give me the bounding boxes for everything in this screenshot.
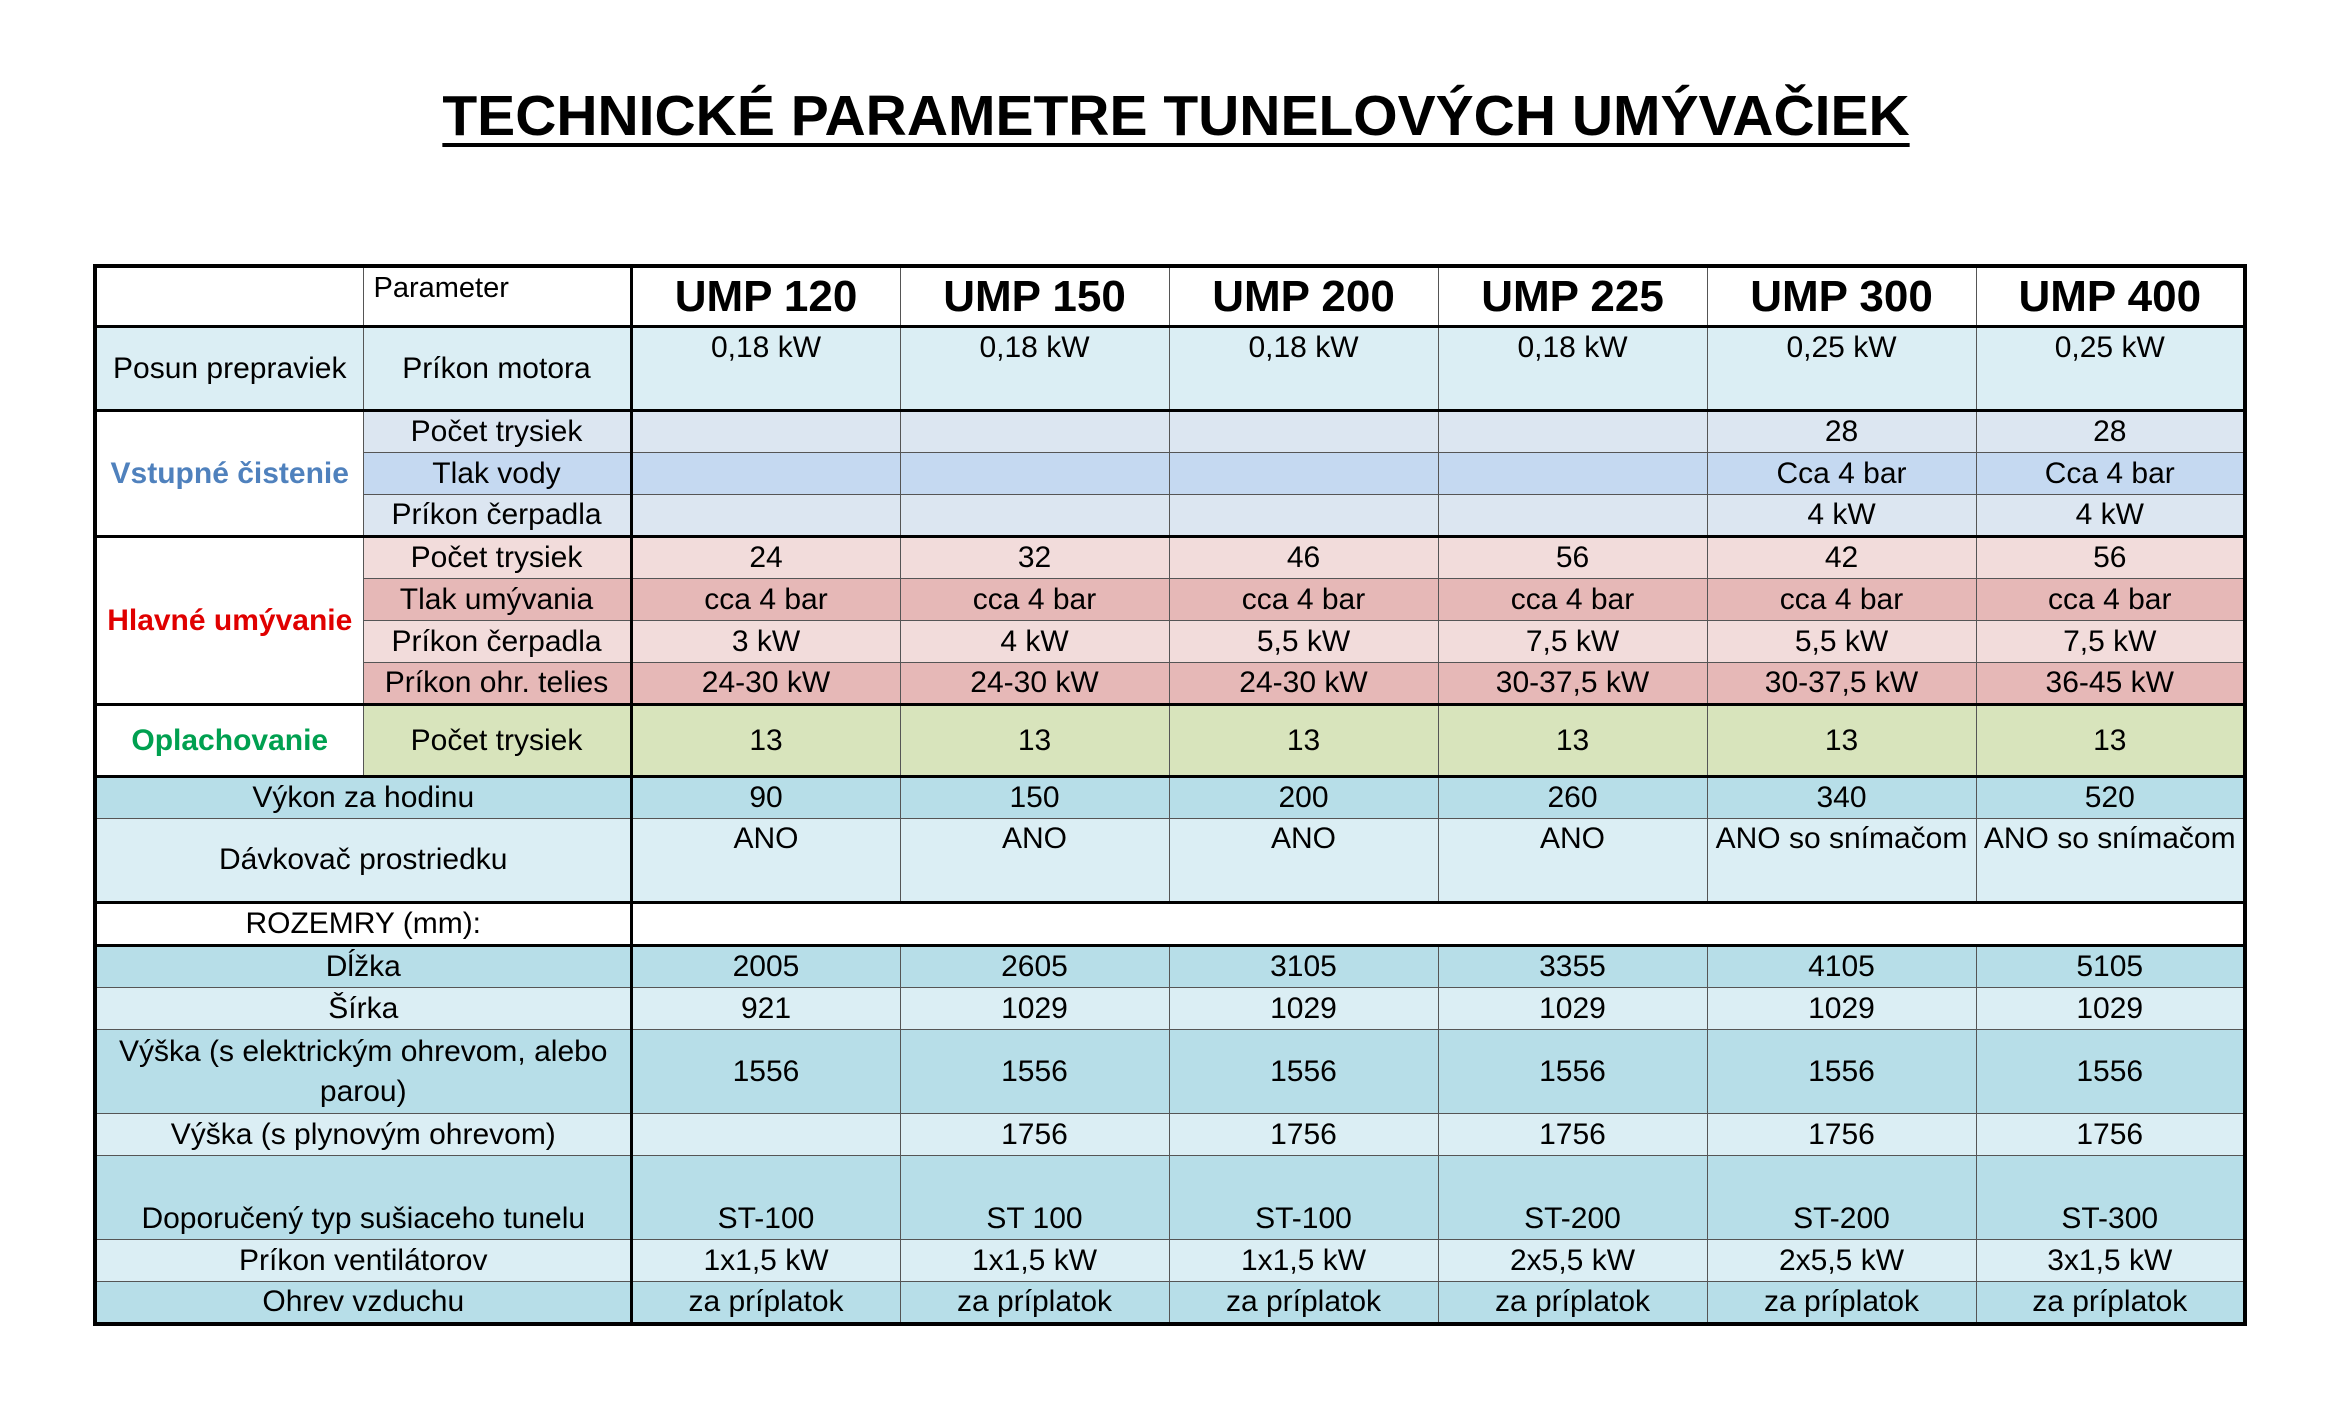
model-header: UMP 150 <box>900 266 1169 327</box>
value-cell: 24-30 kW <box>631 663 900 705</box>
value-cell: 13 <box>1707 705 1976 777</box>
value-cell: Cca 4 bar <box>1976 453 2245 495</box>
table-row <box>95 495 2245 537</box>
row-label: Doporučený typ sušiaceho tunelu <box>95 1156 631 1240</box>
value-cell: cca 4 bar <box>1169 579 1438 621</box>
value-cell: 0,18 kW <box>900 327 1169 411</box>
value-cell: 1x1,5 kW <box>900 1240 1169 1282</box>
value-cell: 200 <box>1169 777 1438 819</box>
section-label: ROZEMRY (mm): <box>95 903 631 946</box>
empty-cell <box>631 903 2245 946</box>
value-cell: cca 4 bar <box>1438 579 1707 621</box>
value-cell <box>900 411 1169 453</box>
value-cell: 46 <box>1169 537 1438 579</box>
value-cell <box>1169 411 1438 453</box>
value-cell: 0,18 kW <box>631 327 900 411</box>
value-cell <box>631 1114 900 1156</box>
row-label: Dĺžka <box>95 946 631 988</box>
value-cell <box>1438 453 1707 495</box>
table-row <box>95 819 2245 903</box>
value-cell: 28 <box>1976 411 2245 453</box>
value-cell <box>1438 495 1707 537</box>
row-label: Počet trysiek <box>363 537 631 579</box>
group-label-vstupne: Vstupné čistenie <box>95 411 363 537</box>
value-cell: 24-30 kW <box>900 663 1169 705</box>
row-label: Výkon za hodinu <box>95 777 631 819</box>
value-cell: 1029 <box>900 988 1169 1030</box>
value-cell: ST-300 <box>1976 1156 2245 1240</box>
table-row <box>95 1282 2245 1325</box>
value-cell: 4 kW <box>900 621 1169 663</box>
page-title: TECHNICKÉ PARAMETRE TUNELOVÝCH UMÝVAČIEK <box>442 84 1910 148</box>
value-cell: 1029 <box>1169 988 1438 1030</box>
row-label: Príkon čerpadla <box>363 621 631 663</box>
table-row <box>95 411 2245 453</box>
value-cell: 30-37,5 kW <box>1707 663 1976 705</box>
value-cell: za príplatok <box>631 1282 900 1325</box>
row-label: Počet trysiek <box>363 411 631 453</box>
value-cell: Cca 4 bar <box>1707 453 1976 495</box>
value-cell: 1556 <box>1169 1030 1438 1114</box>
table-row <box>95 988 2245 1030</box>
value-cell: 2x5,5 kW <box>1438 1240 1707 1282</box>
value-cell: 3105 <box>1169 946 1438 988</box>
table-row <box>95 663 2245 705</box>
value-cell: 56 <box>1438 537 1707 579</box>
value-cell: 520 <box>1976 777 2245 819</box>
value-cell: 7,5 kW <box>1976 621 2245 663</box>
value-cell: 5,5 kW <box>1169 621 1438 663</box>
value-cell: 1x1,5 kW <box>1169 1240 1438 1282</box>
value-cell: 56 <box>1976 537 2245 579</box>
value-cell: 90 <box>631 777 900 819</box>
row-label: Výška (s elektrickým ohrevom, alebo parou) <box>95 1030 631 1114</box>
row-label: Výška (s plynovým ohrevom) <box>95 1114 631 1156</box>
value-cell: ANO <box>631 819 900 903</box>
value-cell: 30-37,5 kW <box>1438 663 1707 705</box>
value-cell <box>631 495 900 537</box>
table-row <box>95 1240 2245 1282</box>
value-cell: 921 <box>631 988 900 1030</box>
row-label: Príkon motora <box>363 327 631 411</box>
table-row <box>95 327 2245 411</box>
row-label: Šírka <box>95 988 631 1030</box>
value-cell: 1556 <box>900 1030 1169 1114</box>
value-cell: ST 100 <box>900 1156 1169 1240</box>
value-cell: 260 <box>1438 777 1707 819</box>
value-cell <box>1169 495 1438 537</box>
value-cell: 0,18 kW <box>1169 327 1438 411</box>
model-header: UMP 300 <box>1707 266 1976 327</box>
value-cell: 1556 <box>1438 1030 1707 1114</box>
value-cell: ST-100 <box>1169 1156 1438 1240</box>
value-cell <box>631 453 900 495</box>
table-row <box>95 537 2245 579</box>
row-label: Tlak vody <box>363 453 631 495</box>
value-cell: ANO <box>900 819 1169 903</box>
table-row <box>95 579 2245 621</box>
group-label-oplach: Oplachovanie <box>95 705 363 777</box>
value-cell: za príplatok <box>1707 1282 1976 1325</box>
value-cell: 4105 <box>1707 946 1976 988</box>
model-header: UMP 120 <box>631 266 900 327</box>
row-label: Príkon ohr. telies <box>363 663 631 705</box>
value-cell: 13 <box>1976 705 2245 777</box>
table-row <box>95 705 2245 777</box>
value-cell <box>1438 411 1707 453</box>
value-cell: za príplatok <box>1976 1282 2245 1325</box>
value-cell: 7,5 kW <box>1438 621 1707 663</box>
table-row <box>95 946 2245 988</box>
value-cell: 1029 <box>1976 988 2245 1030</box>
value-cell: 32 <box>900 537 1169 579</box>
value-cell: za príplatok <box>900 1282 1169 1325</box>
value-cell: 2005 <box>631 946 900 988</box>
value-cell: 150 <box>900 777 1169 819</box>
value-cell: za príplatok <box>1169 1282 1438 1325</box>
table-row <box>95 453 2245 495</box>
row-label: Príkon ventilátorov <box>95 1240 631 1282</box>
value-cell: ANO <box>1438 819 1707 903</box>
value-cell: 5,5 kW <box>1707 621 1976 663</box>
table-row <box>95 621 2245 663</box>
row-label: Počet trysiek <box>363 705 631 777</box>
value-cell: ST-200 <box>1438 1156 1707 1240</box>
model-header: UMP 225 <box>1438 266 1707 327</box>
value-cell: 1756 <box>1707 1114 1976 1156</box>
value-cell: 1556 <box>631 1030 900 1114</box>
parameters-table <box>93 264 2247 1326</box>
value-cell: 1556 <box>1976 1030 2245 1114</box>
value-cell: 13 <box>631 705 900 777</box>
value-cell: ANO so snímačom <box>1707 819 1976 903</box>
group-label-posun: Posun prepraviek <box>95 327 363 411</box>
value-cell: 1029 <box>1707 988 1976 1030</box>
value-cell: 24 <box>631 537 900 579</box>
value-cell: 13 <box>900 705 1169 777</box>
value-cell: za príplatok <box>1438 1282 1707 1325</box>
corner-cell <box>95 266 363 327</box>
value-cell: ANO <box>1169 819 1438 903</box>
value-cell: 1756 <box>1438 1114 1707 1156</box>
value-cell: cca 4 bar <box>900 579 1169 621</box>
value-cell <box>900 495 1169 537</box>
parameter-header: Parameter <box>363 266 631 327</box>
row-label: Tlak umývania <box>363 579 631 621</box>
value-cell: ST-100 <box>631 1156 900 1240</box>
value-cell: 1029 <box>1438 988 1707 1030</box>
group-label-hlavne: Hlavné umývanie <box>95 537 363 705</box>
value-cell: 0,25 kW <box>1707 327 1976 411</box>
table-row <box>95 1114 2245 1156</box>
value-cell: 1x1,5 kW <box>631 1240 900 1282</box>
model-header: UMP 400 <box>1976 266 2245 327</box>
value-cell: 3355 <box>1438 946 1707 988</box>
value-cell: 0,25 kW <box>1976 327 2245 411</box>
value-cell: 36-45 kW <box>1976 663 2245 705</box>
value-cell: 1756 <box>900 1114 1169 1156</box>
value-cell: 1756 <box>1976 1114 2245 1156</box>
value-cell: cca 4 bar <box>631 579 900 621</box>
value-cell: 4 kW <box>1976 495 2245 537</box>
value-cell: 2605 <box>900 946 1169 988</box>
header-row <box>95 266 2245 327</box>
value-cell: 2x5,5 kW <box>1707 1240 1976 1282</box>
value-cell <box>1169 453 1438 495</box>
section-row-rozmery <box>95 903 2245 946</box>
value-cell: 42 <box>1707 537 1976 579</box>
model-header: UMP 200 <box>1169 266 1438 327</box>
row-label: Príkon čerpadla <box>363 495 631 537</box>
value-cell: 13 <box>1169 705 1438 777</box>
value-cell: 24-30 kW <box>1169 663 1438 705</box>
value-cell: ST-200 <box>1707 1156 1976 1240</box>
value-cell: 3 kW <box>631 621 900 663</box>
value-cell <box>631 411 900 453</box>
value-cell: 3x1,5 kW <box>1976 1240 2245 1282</box>
value-cell: 5105 <box>1976 946 2245 988</box>
table-row <box>95 1030 2245 1114</box>
value-cell: cca 4 bar <box>1707 579 1976 621</box>
value-cell: 28 <box>1707 411 1976 453</box>
table-row <box>95 1156 2245 1240</box>
table-row <box>95 777 2245 819</box>
value-cell: 1756 <box>1169 1114 1438 1156</box>
value-cell: 340 <box>1707 777 1976 819</box>
value-cell: ANO so snímačom <box>1976 819 2245 903</box>
value-cell <box>900 453 1169 495</box>
value-cell: 1556 <box>1707 1030 1976 1114</box>
value-cell: 13 <box>1438 705 1707 777</box>
row-label: Dávkovač prostriedku <box>95 819 631 903</box>
value-cell: 4 kW <box>1707 495 1976 537</box>
value-cell: 0,18 kW <box>1438 327 1707 411</box>
row-label: Ohrev vzduchu <box>95 1282 631 1325</box>
value-cell: cca 4 bar <box>1976 579 2245 621</box>
